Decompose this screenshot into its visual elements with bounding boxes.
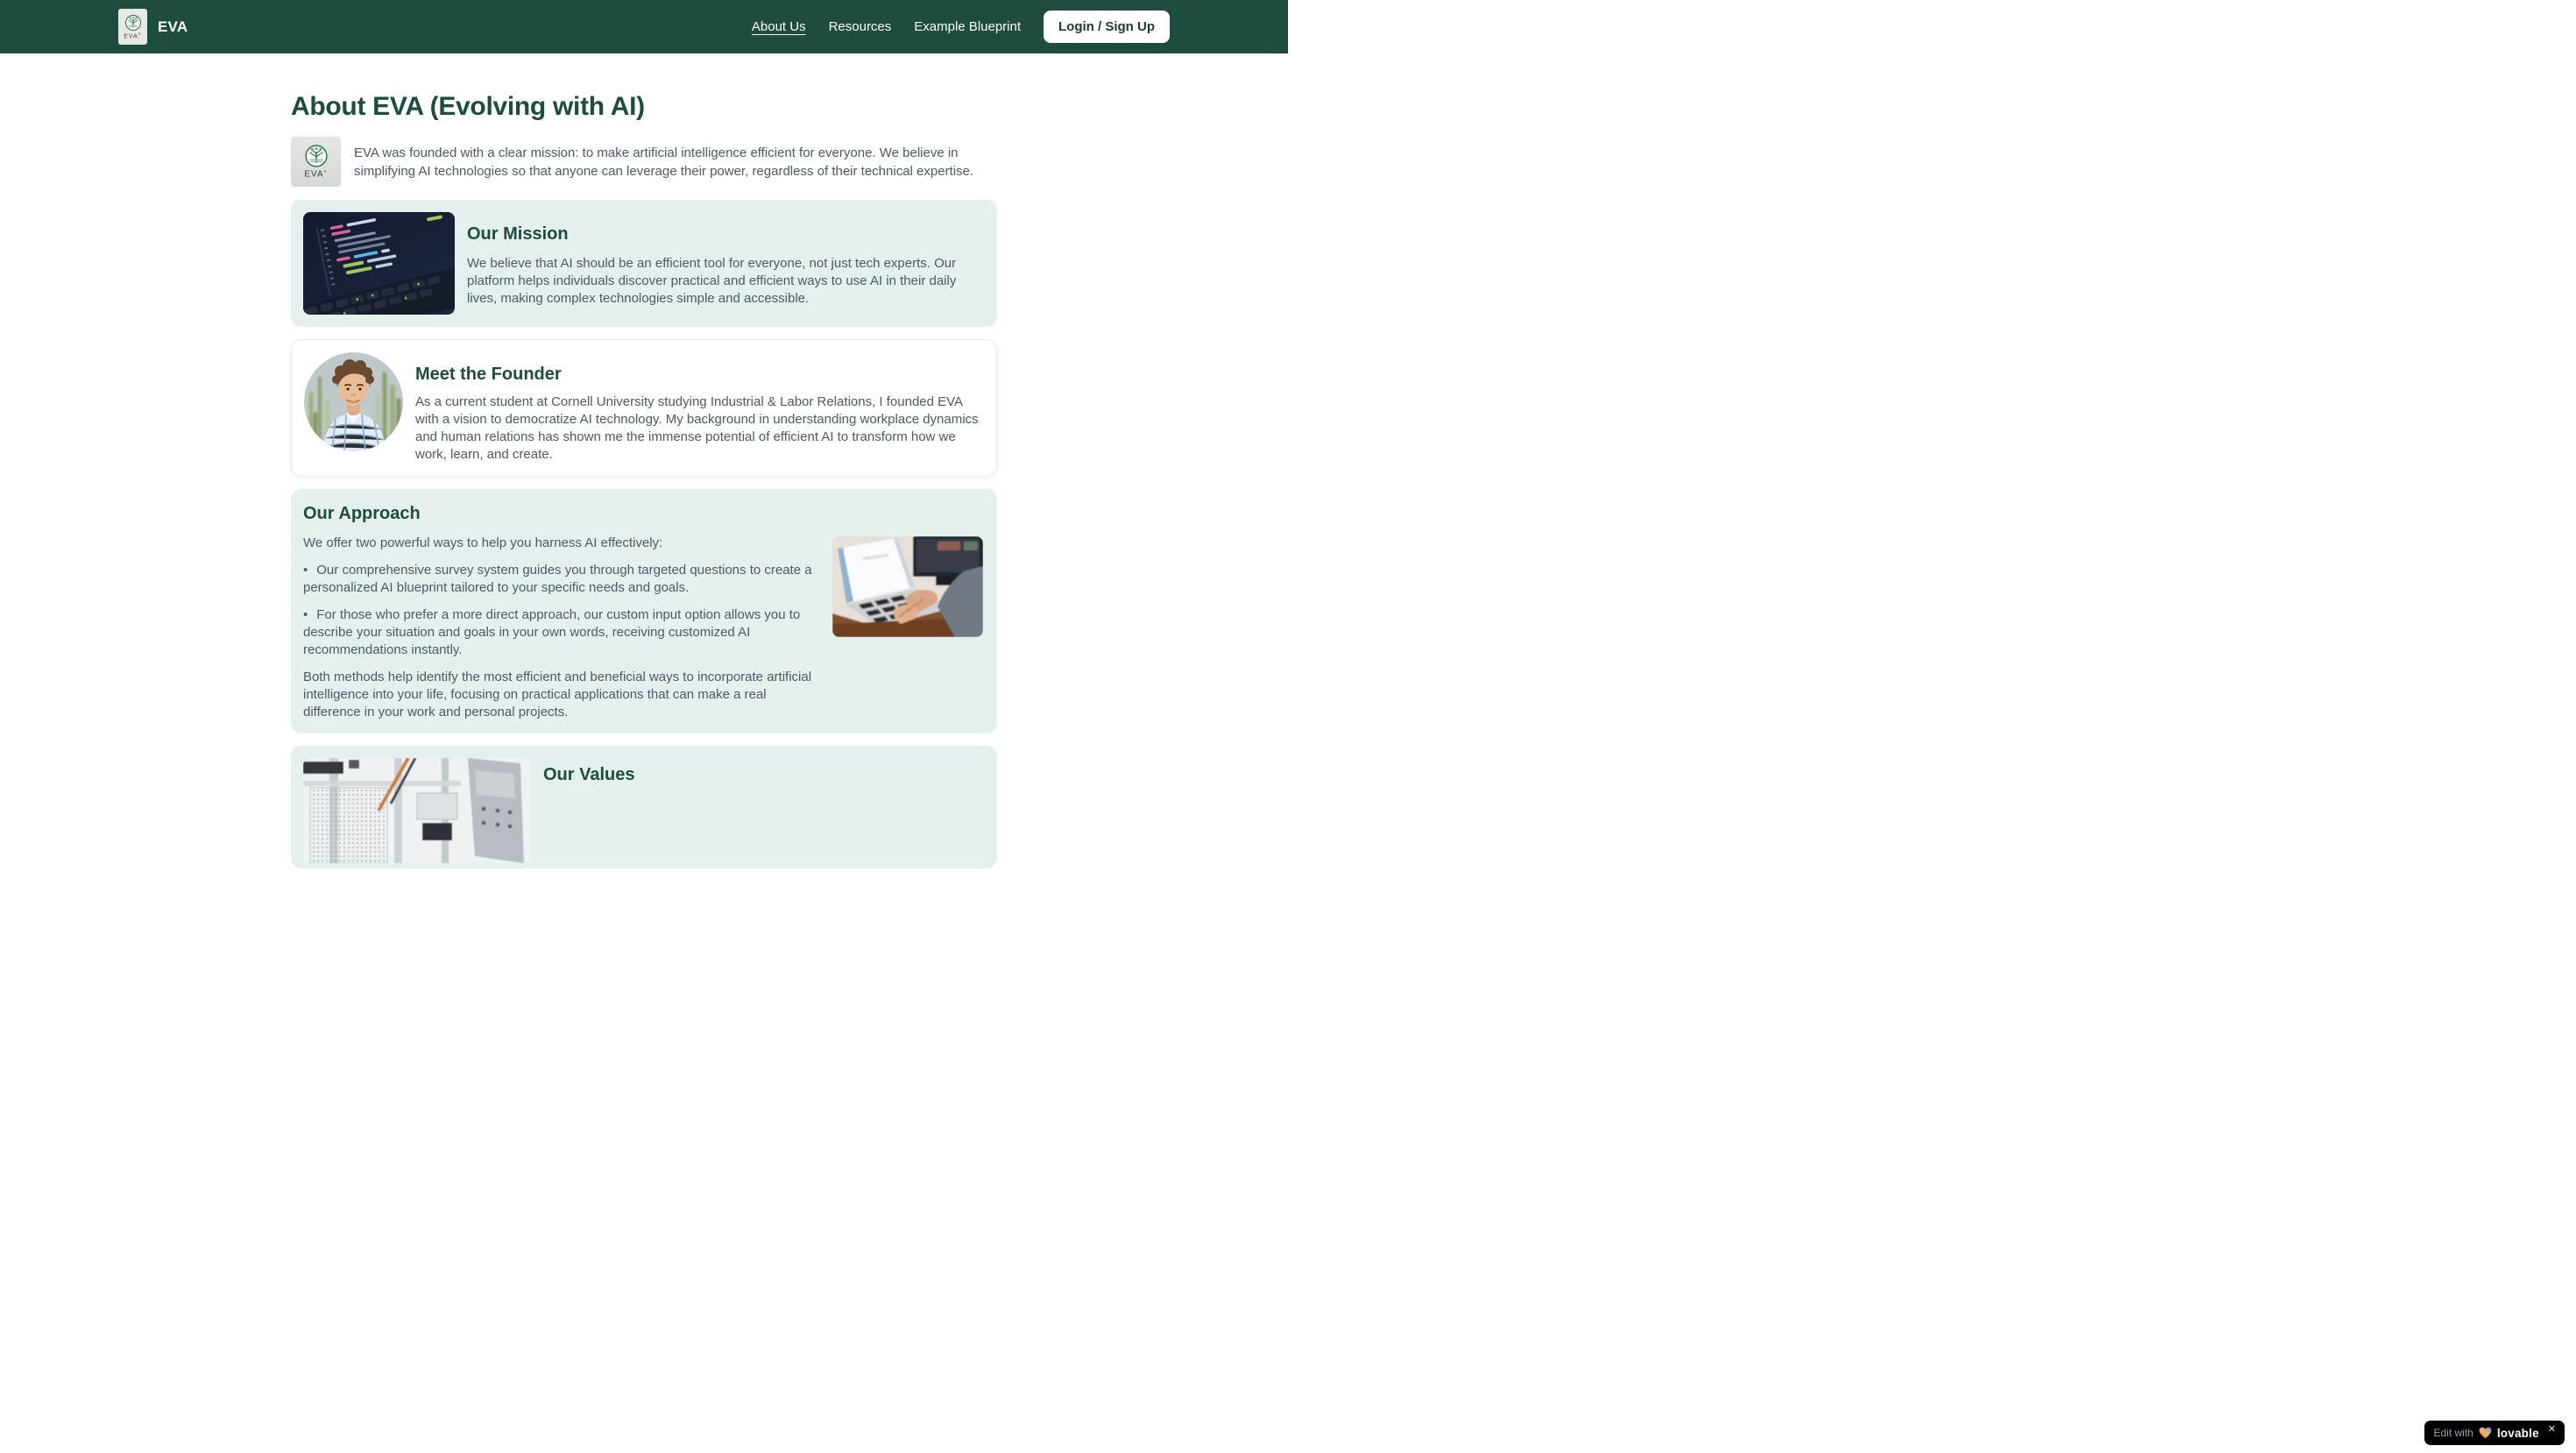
about-page-content <box>291 53 997 868</box>
intro-paragraph: EVA was founded with a clear mission: to make artificial intelligence efficient for everyone. We believe in simplifying AI technologies so that anyone can leverage their power, regardless of their technical expertise. <box>354 145 974 179</box>
eva-logo-small <box>291 137 341 187</box>
mission-body: We believe that AI should be an efficient tool for everyone, not just tech experts. Our platform helps individuals discover practical and efficient ways to use AI in their daily lives, making complex technologies simple and accessible. <box>467 256 957 306</box>
login-signup-button[interactable]: Login / Sign Up <box>1044 11 1170 43</box>
founder-copy <box>415 352 984 464</box>
mission-title: Our Mission <box>467 224 569 244</box>
mission-copy <box>467 212 985 315</box>
logo-wordmark: EVA® <box>304 169 328 180</box>
badge-prefix: Edit with <box>2433 1427 2473 1439</box>
founder-body: As a current student at Cornell University studying Industrial & Labor Relations, I founded EVA with a vision to democratize AI technology. My background in understanding workplace dynamics and human relations has shown me the immense potential of efficient AI to transform how we work, learn, and create. <box>415 394 979 462</box>
approach-intro: We offer two powerful ways to help you harness AI effectively: <box>303 535 663 550</box>
bullet-icon: • <box>303 607 308 622</box>
approach-copy <box>303 535 818 721</box>
founder-photo <box>304 352 403 451</box>
approach-card <box>291 489 997 734</box>
values-copy <box>543 758 635 863</box>
tree-logo-icon <box>124 14 142 32</box>
nav-resources[interactable]: Resources <box>828 19 892 34</box>
approach-title: Our Approach <box>303 504 421 523</box>
mission-image <box>303 212 455 315</box>
founder-title: Meet the Founder <box>415 365 562 384</box>
approach-bullet-1: • Our comprehensive survey system guides you through targeted questions to create a personalized AI blueprint tailored to your specific needs and goals. <box>303 563 812 595</box>
eva-logo <box>118 9 147 45</box>
lovable-heart-icon <box>2479 1427 2492 1439</box>
brand-name: EVA <box>158 18 188 35</box>
nav-example-blueprint[interactable]: Example Blueprint <box>914 19 1022 34</box>
tree-logo-icon <box>304 144 329 168</box>
approach-bullet-2: • For those who prefer a more direct approach, our custom input option allows you to describe your situation and goals in your own words, receiving customized AI recommendations instantly. <box>303 607 801 657</box>
brand[interactable] <box>118 9 188 45</box>
values-image <box>303 758 531 863</box>
badge-close-icon[interactable]: ✕ <box>2547 1424 2556 1435</box>
mission-card <box>291 200 997 327</box>
values-title: Our Values <box>543 765 635 784</box>
bullet-icon: • <box>303 563 308 578</box>
badge-brand: lovable <box>2496 1426 2539 1440</box>
approach-outro: Both methods help identify the most efficient and beneficial ways to incorporate artificial intelligence into your life, focusing on practical applications that can make a real difference in your work and personal projects. <box>303 670 812 719</box>
edit-with-lovable-badge[interactable] <box>2424 1421 2565 1445</box>
approach-image <box>832 536 983 637</box>
intro-section <box>291 137 997 187</box>
logo-wordmark: EVA® <box>124 31 142 40</box>
page-title: About EVA (Evolving with AI) <box>291 92 645 121</box>
top-navigation-bar <box>0 0 1288 53</box>
nav-about-us[interactable]: About Us <box>751 19 806 34</box>
values-card <box>291 746 997 868</box>
main-nav <box>752 11 1170 43</box>
founder-card <box>291 339 997 477</box>
